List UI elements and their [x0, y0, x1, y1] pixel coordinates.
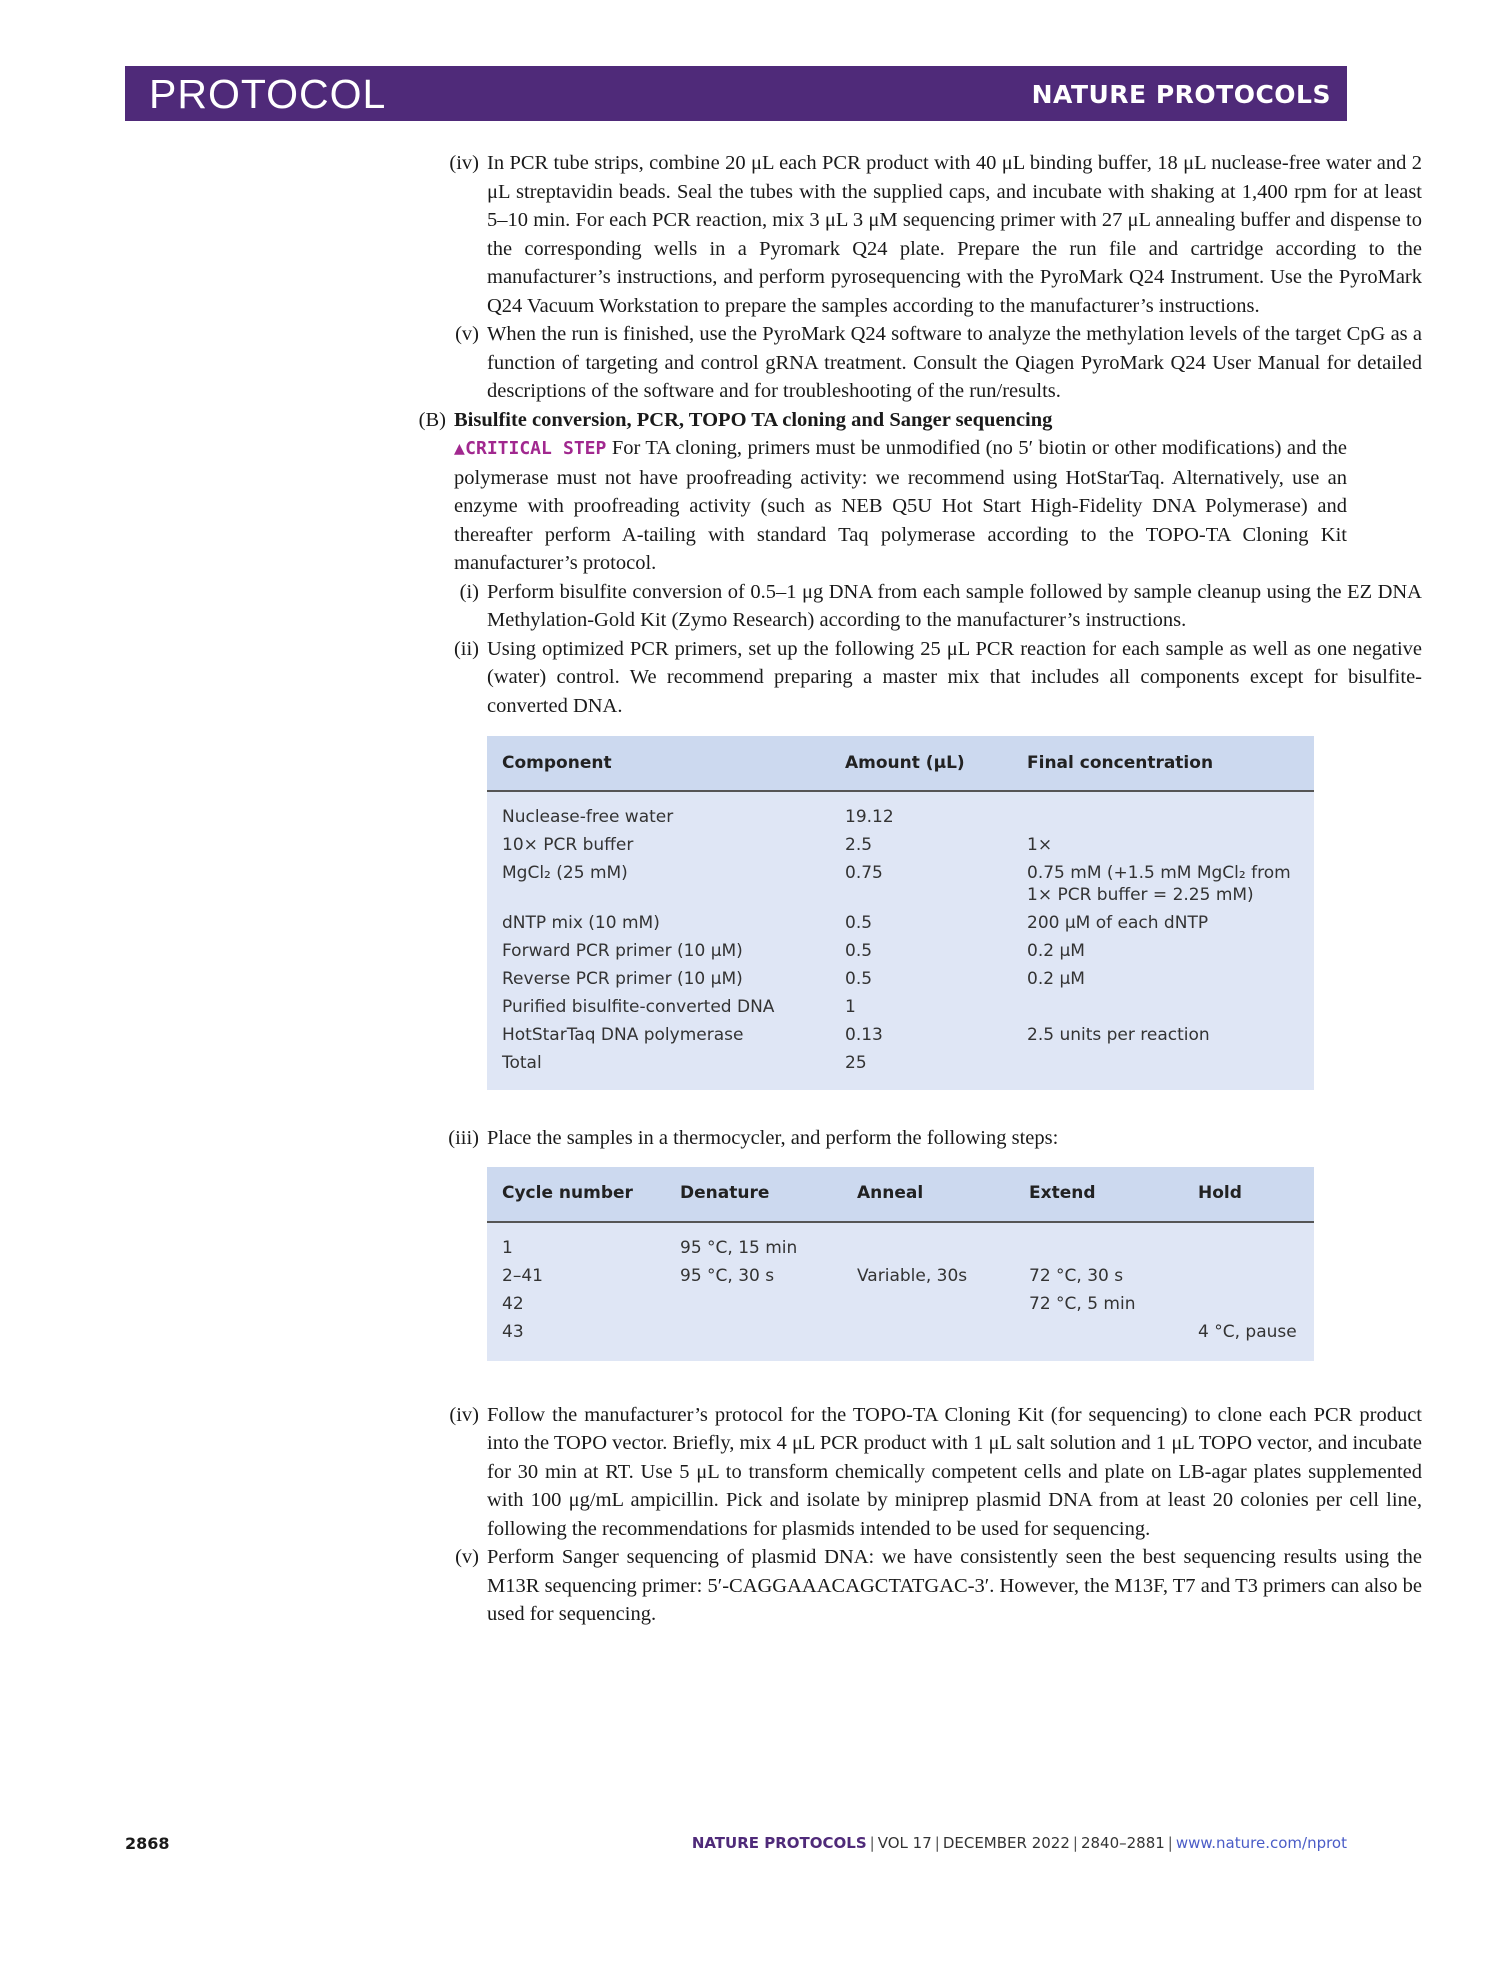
table-row [487, 1052, 1314, 1090]
footer-pages: 2840–2881 [1080, 1834, 1165, 1852]
header-cycle-number: Cycle number [487, 1167, 680, 1222]
step-number: (iv) [449, 1403, 479, 1426]
table-row [487, 806, 1314, 834]
footer-volume: VOL 17 [877, 1834, 932, 1852]
step-text: When the run is finished, use the PyroMark Q24 software to analyze the methylation levels of the target CpG as a function of targeting and control gRNA treatment. Consult the Qiagen PyroMark Q24 User Manual for detailed descriptions of the software and for troubleshooting of the run/results. [487, 323, 1422, 402]
table-cell: 1 [845, 997, 856, 1017]
section-number: (B) [418, 408, 446, 431]
journal-label: NATURE PROTOCOLS [1031, 80, 1331, 109]
step-text: Perform Sanger sequencing of plasmid DNA: we have consistently seen the best sequencing results using the M13R sequencing primer: 5′-CAGGAAACAGCTATGAC-3′. However, the M13F, T7 and T3 primers can also be used for sequencing. [487, 1546, 1422, 1625]
table-cell [857, 1237, 1029, 1265]
table-row [487, 1321, 1314, 1361]
step-a-v [412, 320, 1422, 406]
critical-step-text: For TA cloning, primers must be unmodified (no 5′ biotin or other modifications) and the polymerase must not have proofreading activity: we recommend using HotStarTaq. Alternatively, use an enzyme with proofreading activity (such as NEB Q5U Hot Start High-Fidelity DNA Polymerase) and thereafter perform A-tailing with standard Taq polymerase according to the TOPO-TA Cloning Kit manufacturer’s protocol. [454, 437, 1348, 574]
step-text: Perform bisulfite conversion of 0.5–1 μg DNA from each sample followed by sample cleanup using the EZ DNA Methylation-Gold Kit (Zymo Research) according to the manufacturer’s instructions. [487, 580, 1422, 631]
section-label: PROTOCOL [149, 71, 387, 117]
table-cell: Reverse PCR primer (10 μM) [502, 969, 743, 989]
table-header-row [487, 736, 1314, 791]
table-cell: 0.75 [845, 863, 883, 883]
table-cell: 2.5 [845, 835, 873, 855]
table-cell: 95 °C, 30 s [680, 1265, 775, 1286]
table-cell: 25 [845, 1053, 867, 1073]
step-text: Using optimized PCR primers, set up the following 25 μL PCR reaction for each sample as well as one negative (water) control. We recommend preparing a master mix that includes all components except for bisulfite-converted DNA. [487, 637, 1422, 717]
table-cell: HotStarTaq DNA polymerase [502, 1025, 744, 1045]
step-number: (ii) [453, 637, 479, 660]
table-row [487, 1237, 1314, 1265]
step-number: (i) [459, 580, 479, 603]
table-row [487, 834, 1314, 862]
table-cell: dNTP mix (10 mM) [502, 913, 660, 933]
table-cell [1029, 1321, 1198, 1361]
step-b-iii [412, 1124, 1422, 1153]
table-row [487, 996, 1314, 1024]
table-cell [680, 1321, 857, 1361]
header-final-concentration: Final concentration [1027, 736, 1314, 791]
table-cell: 4 °C, pause [1198, 1321, 1297, 1342]
step-text: Place the samples in a thermocycler, and perform the following steps: [487, 1127, 1059, 1149]
step-b-iv [412, 1401, 1422, 1544]
section-title: Bisulfite conversion, PCR, TOPO TA cloning and Sanger sequencing [454, 408, 1053, 431]
step-number: (v) [455, 1546, 479, 1568]
table-cell: 43 [502, 1321, 524, 1342]
table-cell [1029, 1237, 1198, 1265]
table-cell: 19.12 [845, 807, 894, 827]
footer-journal: NATURE PROTOCOLS [691, 1834, 867, 1852]
footer-url-link[interactable]: www.nature.com/nprot [1175, 1834, 1347, 1852]
table-cell: 0.5 [845, 941, 873, 961]
table-cell: 0.75 mM (+1.5 mM MgCl₂ from 1× PCR buffer = 2.25 mM) [1027, 863, 1291, 905]
table-cell: 0.13 [845, 1025, 883, 1045]
table-row [487, 862, 1314, 912]
table-cell [1027, 806, 1314, 834]
header-extend: Extend [1029, 1167, 1198, 1222]
table-row [487, 1293, 1314, 1321]
section-b [412, 406, 1347, 578]
table-cell: 200 μM of each dNTP [1027, 913, 1209, 933]
table-cell: 0.2 μM [1027, 941, 1085, 961]
table-cell: 0.5 [845, 913, 873, 933]
table-row [487, 940, 1314, 968]
table-row [487, 912, 1314, 940]
table-cell [857, 1293, 1029, 1321]
table-cell: 95 °C, 15 min [680, 1237, 798, 1258]
header-anneal: Anneal [857, 1167, 1029, 1222]
main-content [418, 149, 1422, 1629]
table-cell: Forward PCR primer (10 μM) [502, 941, 743, 961]
critical-step-label: ▲CRITICAL STEP [454, 438, 607, 459]
step-text: Follow the manufacturer’s protocol for the TOPO-TA Cloning Kit (for sequencing) to clone each PCR product into the TOPO vector. Briefly, mix 4 μL PCR product with 1 μL salt solution and 1 μL TOPO vector, and incubate for 30 min at RT. Use 5 μL to transform chemically competent cells and plate on LB-agar plates supplemented with 100 μg/mL ampicillin. Pick and isolate by miniprep plasmid DNA from at least 20 colonies per cell line, following the recommendations for plasmids intended to be used for sequencing. [487, 1403, 1422, 1540]
header-bar [125, 66, 1347, 121]
header-hold: Hold [1198, 1167, 1314, 1222]
table-cell: Purified bisulfite-converted DNA [502, 997, 775, 1017]
table-cell: 72 °C, 30 s [1029, 1265, 1124, 1286]
step-b-ii [412, 635, 1422, 721]
table-cell: Nuclease-free water [502, 807, 674, 827]
step-b-i [412, 578, 1422, 635]
table-cell: Total [502, 1053, 542, 1073]
table-cell [1027, 1052, 1314, 1090]
step-number: (iv) [449, 152, 479, 174]
footer-citation: NATURE PROTOCOLS | VOL 17 | DECEMBER 2022 | 2840–2881 | www.nature.com/nprot [691, 1834, 1347, 1852]
table-cell: 72 °C, 5 min [1029, 1293, 1136, 1314]
table-cell: 2–41 [502, 1265, 543, 1286]
thermocycler-table [487, 1167, 1314, 1361]
table-row [487, 1265, 1314, 1293]
table-cell: 0.2 μM [1027, 969, 1085, 989]
table-cell: MgCl₂ (25 mM) [502, 863, 628, 883]
table-cell: 42 [502, 1293, 524, 1314]
table-cell: 2.5 units per reaction [1027, 1025, 1210, 1045]
table-cell [1027, 996, 1314, 1024]
step-number: (v) [455, 323, 479, 345]
critical-step [454, 434, 1347, 578]
table-cell [680, 1293, 857, 1321]
header-amount: Amount (μL) [845, 736, 1027, 791]
header-component: Component [487, 736, 845, 791]
step-number: (iii) [448, 1127, 479, 1149]
table-cell: 0.5 [845, 969, 873, 989]
table-cell: 10× PCR buffer [502, 835, 634, 855]
pcr-reaction-table [487, 736, 1314, 1090]
step-text: In PCR tube strips, combine 20 μL each PCR product with 40 μL binding buffer, 18 μL nuclease-free water and 2 μL streptavidin beads. Seal the tubes with the supplied caps, and incubate with shaking at 1,400 rpm for at least 5–10 min. For each PCR reaction, mix 3 μL 3 μM sequencing primer with 27 μL annealing buffer and dispense to the corresponding wells in a Pyromark Q24 plate. Prepare the run file and cartridge according to the manufacturer’s instructions, and perform pyrosequencing with the PyroMark Q24 Instrument. Use the PyroMark Q24 Vacuum Workstation to prepare the samples according to the manufacturer’s instructions. [487, 152, 1422, 317]
table-cell [857, 1321, 1029, 1361]
header-denature: Denature [680, 1167, 857, 1222]
table-cell [1198, 1237, 1314, 1265]
table-cell [1198, 1265, 1314, 1293]
table-cell: 1× [1027, 835, 1053, 855]
table-cell [1198, 1293, 1314, 1321]
table-row [487, 1024, 1314, 1052]
table-header-row [487, 1167, 1314, 1222]
footer-date: DECEMBER 2022 [942, 1834, 1070, 1852]
step-a-iv [412, 149, 1422, 320]
table-cell: Variable, 30s [857, 1265, 968, 1286]
table-cell: 1 [502, 1237, 513, 1258]
step-b-v [412, 1543, 1422, 1629]
page-number: 2868 [125, 1834, 170, 1853]
table-row [487, 968, 1314, 996]
